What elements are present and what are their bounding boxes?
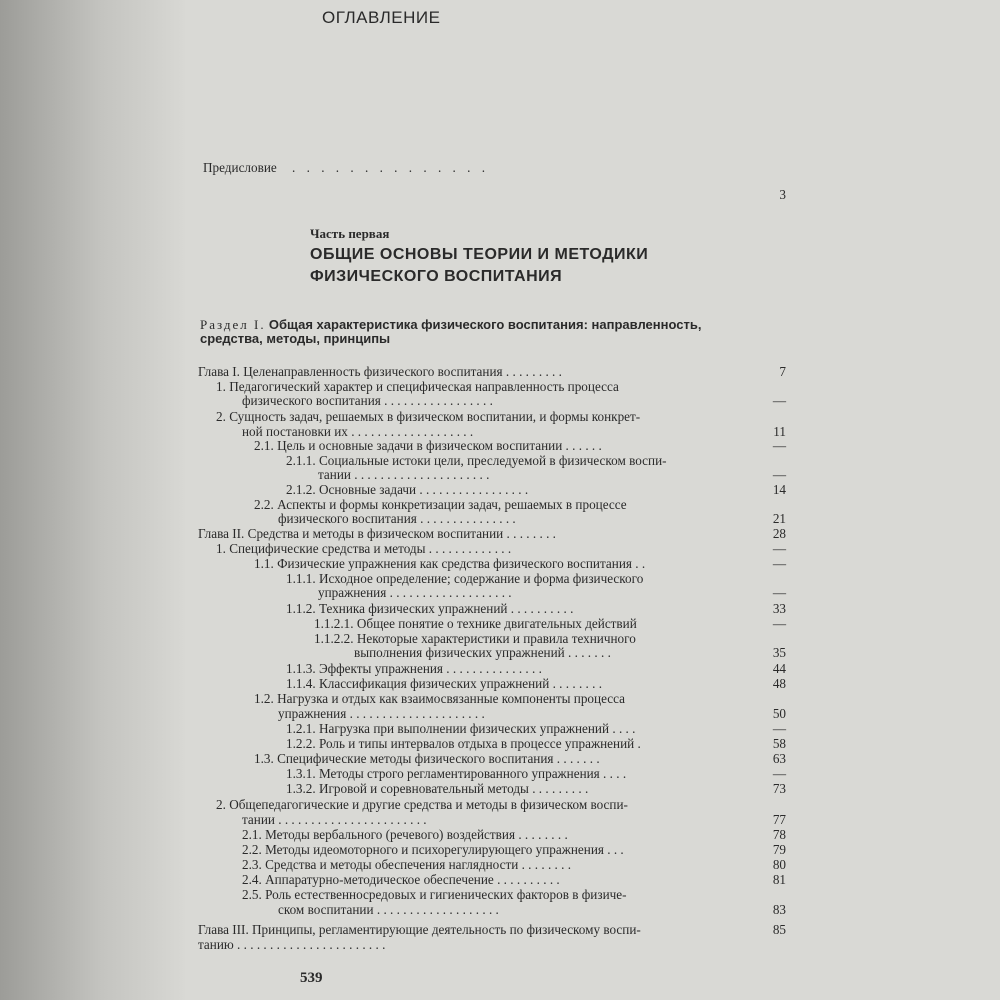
toc-entry-title: 1.1.3. Эффекты упражнения . . . . . . . . . . . . . . . <box>286 661 542 676</box>
toc-entry-title: 1.3. Специфические методы физического воспитания . . . . . . . <box>254 751 600 766</box>
toc-entry-title: 2.2. Методы идеомоторного и психорегулирующего упражнения . . . <box>242 842 624 857</box>
toc-entry-page: 28 <box>772 526 786 541</box>
toc-entry-title: 1.1.1. Исходное определение; содержание и форма физического <box>286 571 644 586</box>
part-label: Часть первая <box>310 226 390 241</box>
toc-entry-title: 1. Педагогический характер и специфическая направленность процесса <box>216 379 619 394</box>
toc-entry-page: 83 <box>772 902 786 917</box>
toc-entry-title: 2.5. Роль естественносредовых и гигиенических факторов в физиче- <box>242 887 627 902</box>
toc-entry-page: 73 <box>772 781 786 796</box>
toc-entry-page: 14 <box>772 482 786 497</box>
toc-entry-title: 1.2. Нагрузка и отдых как взаимосвязанные компоненты процесса <box>254 691 625 706</box>
toc-entry-title: 2.3. Средства и методы обеспечения наглядности . . . . . . . . <box>242 857 572 872</box>
toc-entry-page: 11 <box>773 424 786 439</box>
toc-entry-title: Глава II. Средства и методы в физическом воспитании . . . . . . . . <box>198 526 556 541</box>
toc-entry-page: — <box>772 766 786 781</box>
toc-entry-title: физического воспитания . . . . . . . . . . . . . . . <box>278 511 516 526</box>
toc-entry-title: 1. Специфические средства и методы . . . . . . . . . . . . . <box>216 541 512 556</box>
page-heading: ОГЛАВЛЕНИЕ <box>322 8 441 27</box>
toc-entry-title: 1.3.1. Методы строго регламентированного упражнения . . . . <box>286 766 627 781</box>
toc-entry-title: ском воспитании . . . . . . . . . . . . . . . . . . . <box>278 902 499 917</box>
toc-entry-title: Глава I. Целенаправленность физического воспитания . . . . . . . . . <box>198 364 562 379</box>
toc-entry-title: танию . . . . . . . . . . . . . . . . . . . . . . . <box>198 937 386 952</box>
toc-entry-title: тании . . . . . . . . . . . . . . . . . . . . . . . <box>242 812 427 827</box>
toc-entry-title: ной постановки их . . . . . . . . . . . . . . . . . . . <box>242 424 474 439</box>
toc-entry-page: 33 <box>772 601 786 616</box>
toc-entry-page: 21 <box>772 511 786 526</box>
toc-entry-title: 2. Общепедагогические и другие средства и методы в физическом воспи- <box>216 797 628 812</box>
preface-title: Предисловие <box>203 160 277 175</box>
toc-entry-title: 1.3.2. Игровой и соревновательный методы . . . . . . . . . <box>286 781 589 796</box>
toc-entry-title: 1.1.2.2. Некоторые характеристики и правила техничного <box>314 631 636 646</box>
section-prefix: Раздел I. <box>200 317 266 332</box>
toc-entry-page: — <box>772 467 786 482</box>
toc-entry-page: 85 <box>772 922 786 937</box>
toc-entry-page: 79 <box>772 842 786 857</box>
toc-entry-title: Глава III. Принципы, регламентирующие деятельность по физическому воспи- <box>198 922 641 937</box>
toc-entry-page: 44 <box>772 661 786 676</box>
toc-entry-page: — <box>772 616 786 631</box>
toc-entry-title: 1.1.2. Техника физических упражнений . . . . . . . . . . <box>286 601 574 616</box>
toc-entry-title: 2.1.1. Социальные истоки цели, преследуемой в физическом воспи- <box>286 453 667 468</box>
toc-entry-page: — <box>772 541 786 556</box>
toc-entry-page: — <box>772 393 786 408</box>
toc-entry-title: 2.2. Аспекты и формы конкретизации задач, решаемых в процессе <box>254 497 627 512</box>
preface-dots: . . . . . . . . . . . . . . <box>292 160 490 175</box>
toc-entry-title: 1.1.4. Классификация физических упражнений . . . . . . . . <box>286 676 603 691</box>
page-number: 539 <box>300 970 323 986</box>
toc-entry-page: 63 <box>772 751 786 766</box>
toc-entry-page: 78 <box>772 827 786 842</box>
toc-entry-title: 2.1. Цель и основные задачи в физическом воспитании . . . . . . <box>254 438 602 453</box>
toc-entry-page: 80 <box>772 857 786 872</box>
toc-entry-page: 50 <box>772 706 786 721</box>
toc-entry-page: 81 <box>772 872 786 887</box>
toc-entry-title: 1.2.1. Нагрузка при выполнении физических упражнений . . . . <box>286 721 636 736</box>
toc-entry-page: 48 <box>772 676 786 691</box>
toc-entry-page: 58 <box>772 736 786 751</box>
table-of-contents <box>186 0 786 1000</box>
toc-entry-page: 7 <box>779 364 786 379</box>
toc-entry-page: 35 <box>772 645 786 660</box>
toc-entry-title: выполнения физических упражнений . . . . . . . <box>354 645 611 660</box>
toc-entry-title: 1.2.2. Роль и типы интервалов отдыха в процессе упражнений . <box>286 736 641 751</box>
preface-page: 3 <box>779 187 786 202</box>
toc-entry-title: 2.1.2. Основные задачи . . . . . . . . . . . . . . . . . <box>286 482 529 497</box>
toc-entry-title: упражнения . . . . . . . . . . . . . . . . . . . . . <box>278 706 485 721</box>
book-gutter <box>0 0 185 1000</box>
toc-entry-title: физического воспитания . . . . . . . . . . . . . . . . . <box>242 393 493 408</box>
toc-entry-title: 1.1.2.1. Общее понятие о технике двигательных действий <box>314 616 637 631</box>
toc-entry-title: 2.1. Методы вербального (речевого) воздействия . . . . . . . . <box>242 827 568 842</box>
toc-entry-page: 77 <box>772 812 786 827</box>
toc-entry-page: — <box>772 721 786 736</box>
toc-entry-title: тании . . . . . . . . . . . . . . . . . . . . . <box>318 467 490 482</box>
part-title-line-2: ФИЗИЧЕСКОГО ВОСПИТАНИЯ <box>310 268 563 285</box>
toc-entry-title: 1.1. Физические упражнения как средства физического воспитания . . <box>254 556 646 571</box>
part-title-line-1: ОБЩИЕ ОСНОВЫ ТЕОРИИ И МЕТОДИКИ <box>310 246 649 263</box>
toc-entry-page: — <box>772 556 786 571</box>
toc-entry-title: 2. Сущность задач, решаемых в физическом воспитании, и формы конкрет- <box>216 409 641 424</box>
section-title: Общая характеристика физического воспитания: направленность, средства, методы, принципы <box>200 317 702 346</box>
toc-entry-title: упражнения . . . . . . . . . . . . . . . . . . . <box>318 585 512 600</box>
toc-entry-title: 2.4. Аппаратурно-методическое обеспечение . . . . . . . . . . <box>242 872 560 887</box>
toc-entry-page: — <box>772 438 786 453</box>
toc-entry-page: — <box>772 585 786 600</box>
